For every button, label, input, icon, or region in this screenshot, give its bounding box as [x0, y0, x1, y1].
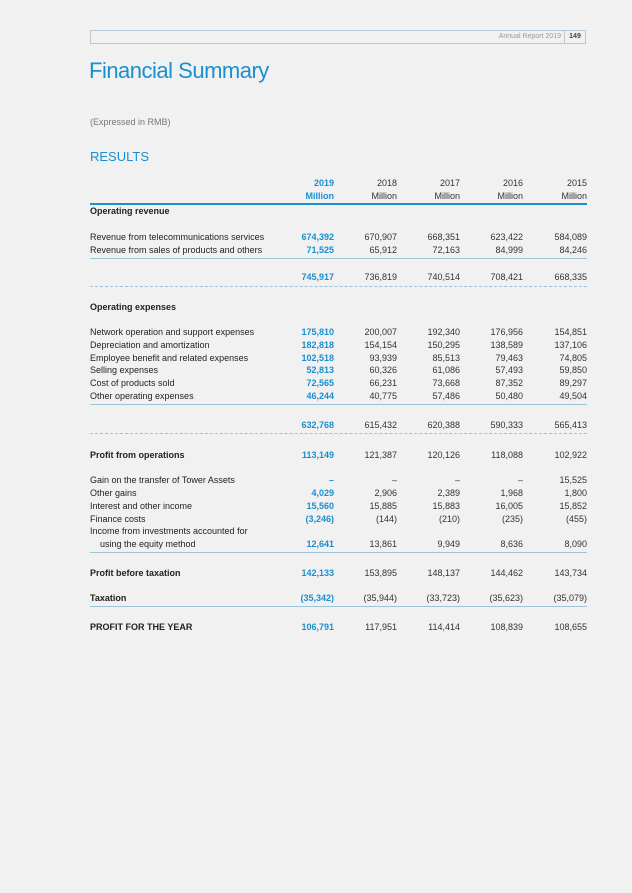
row-label: Revenue from sales of products and others — [90, 245, 263, 255]
cell-2019: 106,791 — [301, 622, 334, 632]
column-year: 2015 — [566, 178, 587, 188]
cell-2019: 102,518 — [301, 353, 334, 363]
cell-2018: 153,895 — [364, 568, 397, 578]
row-label: Network operation and support expenses — [90, 327, 255, 337]
cell-2017: 73,668 — [432, 378, 460, 388]
table-row — [90, 244, 587, 256]
cell-2015: 15,525 — [559, 475, 587, 485]
cell-2017: 9,949 — [437, 539, 460, 549]
cell-2019: 674,392 — [301, 232, 334, 242]
cell-2017: 192,340 — [427, 327, 460, 337]
cell-2018: 60,326 — [369, 365, 397, 375]
cell-2018: 670,907 — [364, 232, 397, 242]
cell-2019: (35,342) — [300, 593, 334, 603]
column-year: 2018 — [376, 178, 397, 188]
cell-2016: 144,462 — [490, 568, 523, 578]
cell-2019: 182,818 — [301, 340, 334, 350]
cell-2017: 85,513 — [432, 353, 460, 363]
cell-2019: (3,246) — [305, 514, 334, 524]
cell-2019: – — [328, 475, 334, 485]
cell-2016: 176,956 — [490, 327, 523, 337]
row-label: Operating revenue — [90, 206, 170, 216]
cell-2015: 1,800 — [564, 488, 587, 498]
table-row — [90, 538, 587, 550]
table-row — [90, 231, 587, 243]
column-unit: Million — [305, 191, 334, 201]
column-unit: Million — [497, 191, 523, 201]
cell-2015: (35,079) — [553, 593, 587, 603]
table-row — [90, 205, 587, 217]
cell-2015: 137,106 — [554, 340, 587, 350]
rule — [90, 258, 587, 259]
cell-2015: 49,504 — [559, 391, 587, 401]
table-row — [90, 592, 587, 604]
table-row — [90, 500, 587, 512]
cell-2015: 89,297 — [559, 378, 587, 388]
table-row — [90, 377, 587, 389]
column-unit: Million — [561, 191, 587, 201]
page-title: Financial Summary — [89, 58, 269, 83]
table-row — [90, 339, 587, 351]
cell-2016: 8,636 — [500, 539, 523, 549]
table-row — [90, 621, 587, 633]
cell-2016: 708,421 — [490, 272, 523, 282]
row-label: Selling expenses — [90, 365, 159, 375]
table-row — [90, 419, 587, 431]
cell-2018: 615,432 — [364, 420, 397, 430]
table-row — [90, 449, 587, 461]
cell-2016: 50,480 — [495, 391, 523, 401]
cell-2019: 113,149 — [301, 450, 334, 460]
cell-2016: 108,839 — [490, 622, 523, 632]
table-row — [90, 390, 587, 402]
cell-2019: 52,813 — [306, 365, 334, 375]
cell-2015: (455) — [565, 514, 587, 524]
cell-2017: 2,389 — [437, 488, 460, 498]
column-header-year — [90, 177, 587, 189]
row-label: Operating expenses — [90, 302, 177, 312]
cell-2019: 175,810 — [301, 327, 334, 337]
column-year: 2019 — [313, 178, 334, 188]
cell-2019: 72,565 — [306, 378, 334, 388]
cell-2017: – — [454, 475, 460, 485]
cell-2019: 46,244 — [306, 391, 334, 401]
row-label: Profit before taxation — [90, 568, 181, 578]
cell-2018: 117,951 — [365, 622, 397, 632]
cell-2019: 142,133 — [301, 568, 334, 578]
cell-2016: 590,333 — [490, 420, 523, 430]
cell-2017: 72,163 — [432, 245, 460, 255]
cell-2016: 138,589 — [490, 340, 523, 350]
cell-2015: 59,850 — [559, 365, 587, 375]
cell-2017: 15,883 — [432, 501, 460, 511]
column-year: 2016 — [502, 178, 523, 188]
cell-2018: 66,231 — [369, 378, 397, 388]
cell-2015: 8,090 — [564, 539, 587, 549]
row-label: Income from investments accounted for — [90, 526, 248, 536]
row-label: using the equity method — [100, 539, 196, 549]
table-row — [90, 326, 587, 338]
cell-2017: 150,295 — [427, 340, 460, 350]
cell-2017: 120,126 — [427, 450, 460, 460]
column-unit: Million — [371, 191, 397, 201]
cell-2015: 584,089 — [554, 232, 587, 242]
cell-2017: (33,723) — [426, 593, 460, 603]
cell-2018: (144) — [375, 514, 397, 524]
cell-2019: 12,641 — [306, 539, 334, 549]
rule — [90, 203, 587, 205]
row-label: Profit from operations — [90, 450, 185, 460]
cell-2015: 74,805 — [559, 353, 587, 363]
row-label: Gain on the transfer of Tower Assets — [90, 475, 235, 485]
cell-2018: 154,154 — [364, 340, 397, 350]
cell-2017: 148,137 — [427, 568, 460, 578]
cell-2019: 745,917 — [301, 272, 334, 282]
row-label: Interest and other income — [90, 501, 193, 511]
page-number: 149 — [564, 31, 585, 43]
cell-2018: – — [391, 475, 397, 485]
column-unit: Million — [434, 191, 460, 201]
table-row — [90, 525, 587, 537]
cell-2018: 13,861 — [369, 539, 397, 549]
rule — [90, 552, 587, 553]
table-row — [90, 352, 587, 364]
cell-2018: 40,775 — [369, 391, 397, 401]
row-label: Employee benefit and related expenses — [90, 353, 249, 363]
row-label: PROFIT FOR THE YEAR — [90, 622, 193, 632]
cell-2018: 200,007 — [364, 327, 397, 337]
cell-2016: 79,463 — [495, 353, 523, 363]
cell-2018: 65,912 — [369, 245, 397, 255]
rule — [90, 286, 587, 287]
cell-2016: – — [517, 475, 523, 485]
cell-2016: 84,999 — [495, 245, 523, 255]
cell-2018: 15,885 — [369, 501, 397, 511]
cell-2018: 736,819 — [364, 272, 397, 282]
row-label: Cost of products sold — [90, 378, 175, 388]
cell-2019: 4,029 — [311, 488, 334, 498]
cell-2017: 57,486 — [432, 391, 460, 401]
rule — [90, 404, 587, 405]
cell-2019: 71,525 — [306, 245, 334, 255]
cell-2015: 84,246 — [559, 245, 587, 255]
column-year: 2017 — [439, 178, 460, 188]
row-label: Finance costs — [90, 514, 146, 524]
cell-2016: 1,968 — [500, 488, 523, 498]
rule — [90, 433, 587, 434]
table-row — [90, 301, 587, 313]
cell-2016: 87,352 — [495, 378, 523, 388]
cell-2017: (210) — [438, 514, 460, 524]
cell-2017: 61,086 — [432, 365, 460, 375]
section-heading: RESULTS — [90, 149, 149, 164]
cell-2017: 114,414 — [428, 622, 460, 632]
cell-2018: 93,939 — [369, 353, 397, 363]
cell-2015: 15,852 — [559, 501, 587, 511]
running-header — [90, 30, 586, 44]
cell-2018: 121,387 — [364, 450, 397, 460]
cell-2018: 2,906 — [374, 488, 397, 498]
cell-2015: 154,851 — [554, 327, 587, 337]
cell-2018: (35,944) — [363, 593, 397, 603]
cell-2015: 143,734 — [554, 568, 587, 578]
cell-2016: 57,493 — [495, 365, 523, 375]
cell-2019: 632,768 — [301, 420, 334, 430]
row-label: Other gains — [90, 488, 137, 498]
table-row — [90, 513, 587, 525]
table-row — [90, 567, 587, 579]
cell-2017: 620,388 — [427, 420, 460, 430]
cell-2017: 668,351 — [427, 232, 460, 242]
cell-2016: 16,005 — [495, 501, 523, 511]
cell-2016: (235) — [501, 514, 523, 524]
column-header-unit — [90, 190, 587, 202]
row-label: Other operating expenses — [90, 391, 194, 401]
cell-2017: 740,514 — [427, 272, 460, 282]
cell-2015: 108,655 — [554, 622, 587, 632]
currency-note: (Expressed in RMB) — [90, 117, 171, 127]
cell-2016: 118,088 — [491, 450, 523, 460]
table-row — [90, 474, 587, 486]
table-row — [90, 271, 587, 283]
cell-2015: 565,413 — [554, 420, 587, 430]
cell-2016: 623,422 — [490, 232, 523, 242]
cell-2016: (35,623) — [489, 593, 523, 603]
row-label: Taxation — [90, 593, 127, 603]
rule — [90, 606, 587, 607]
cell-2015: 668,335 — [554, 272, 587, 282]
row-label: Revenue from telecommunications services — [90, 232, 265, 242]
report-name: Annual Report 2019 — [498, 33, 561, 40]
cell-2015: 102,922 — [554, 450, 587, 460]
table-row — [90, 364, 587, 376]
cell-2019: 15,560 — [306, 501, 334, 511]
table-row — [90, 487, 587, 499]
row-label: Depreciation and amortization — [90, 340, 210, 350]
